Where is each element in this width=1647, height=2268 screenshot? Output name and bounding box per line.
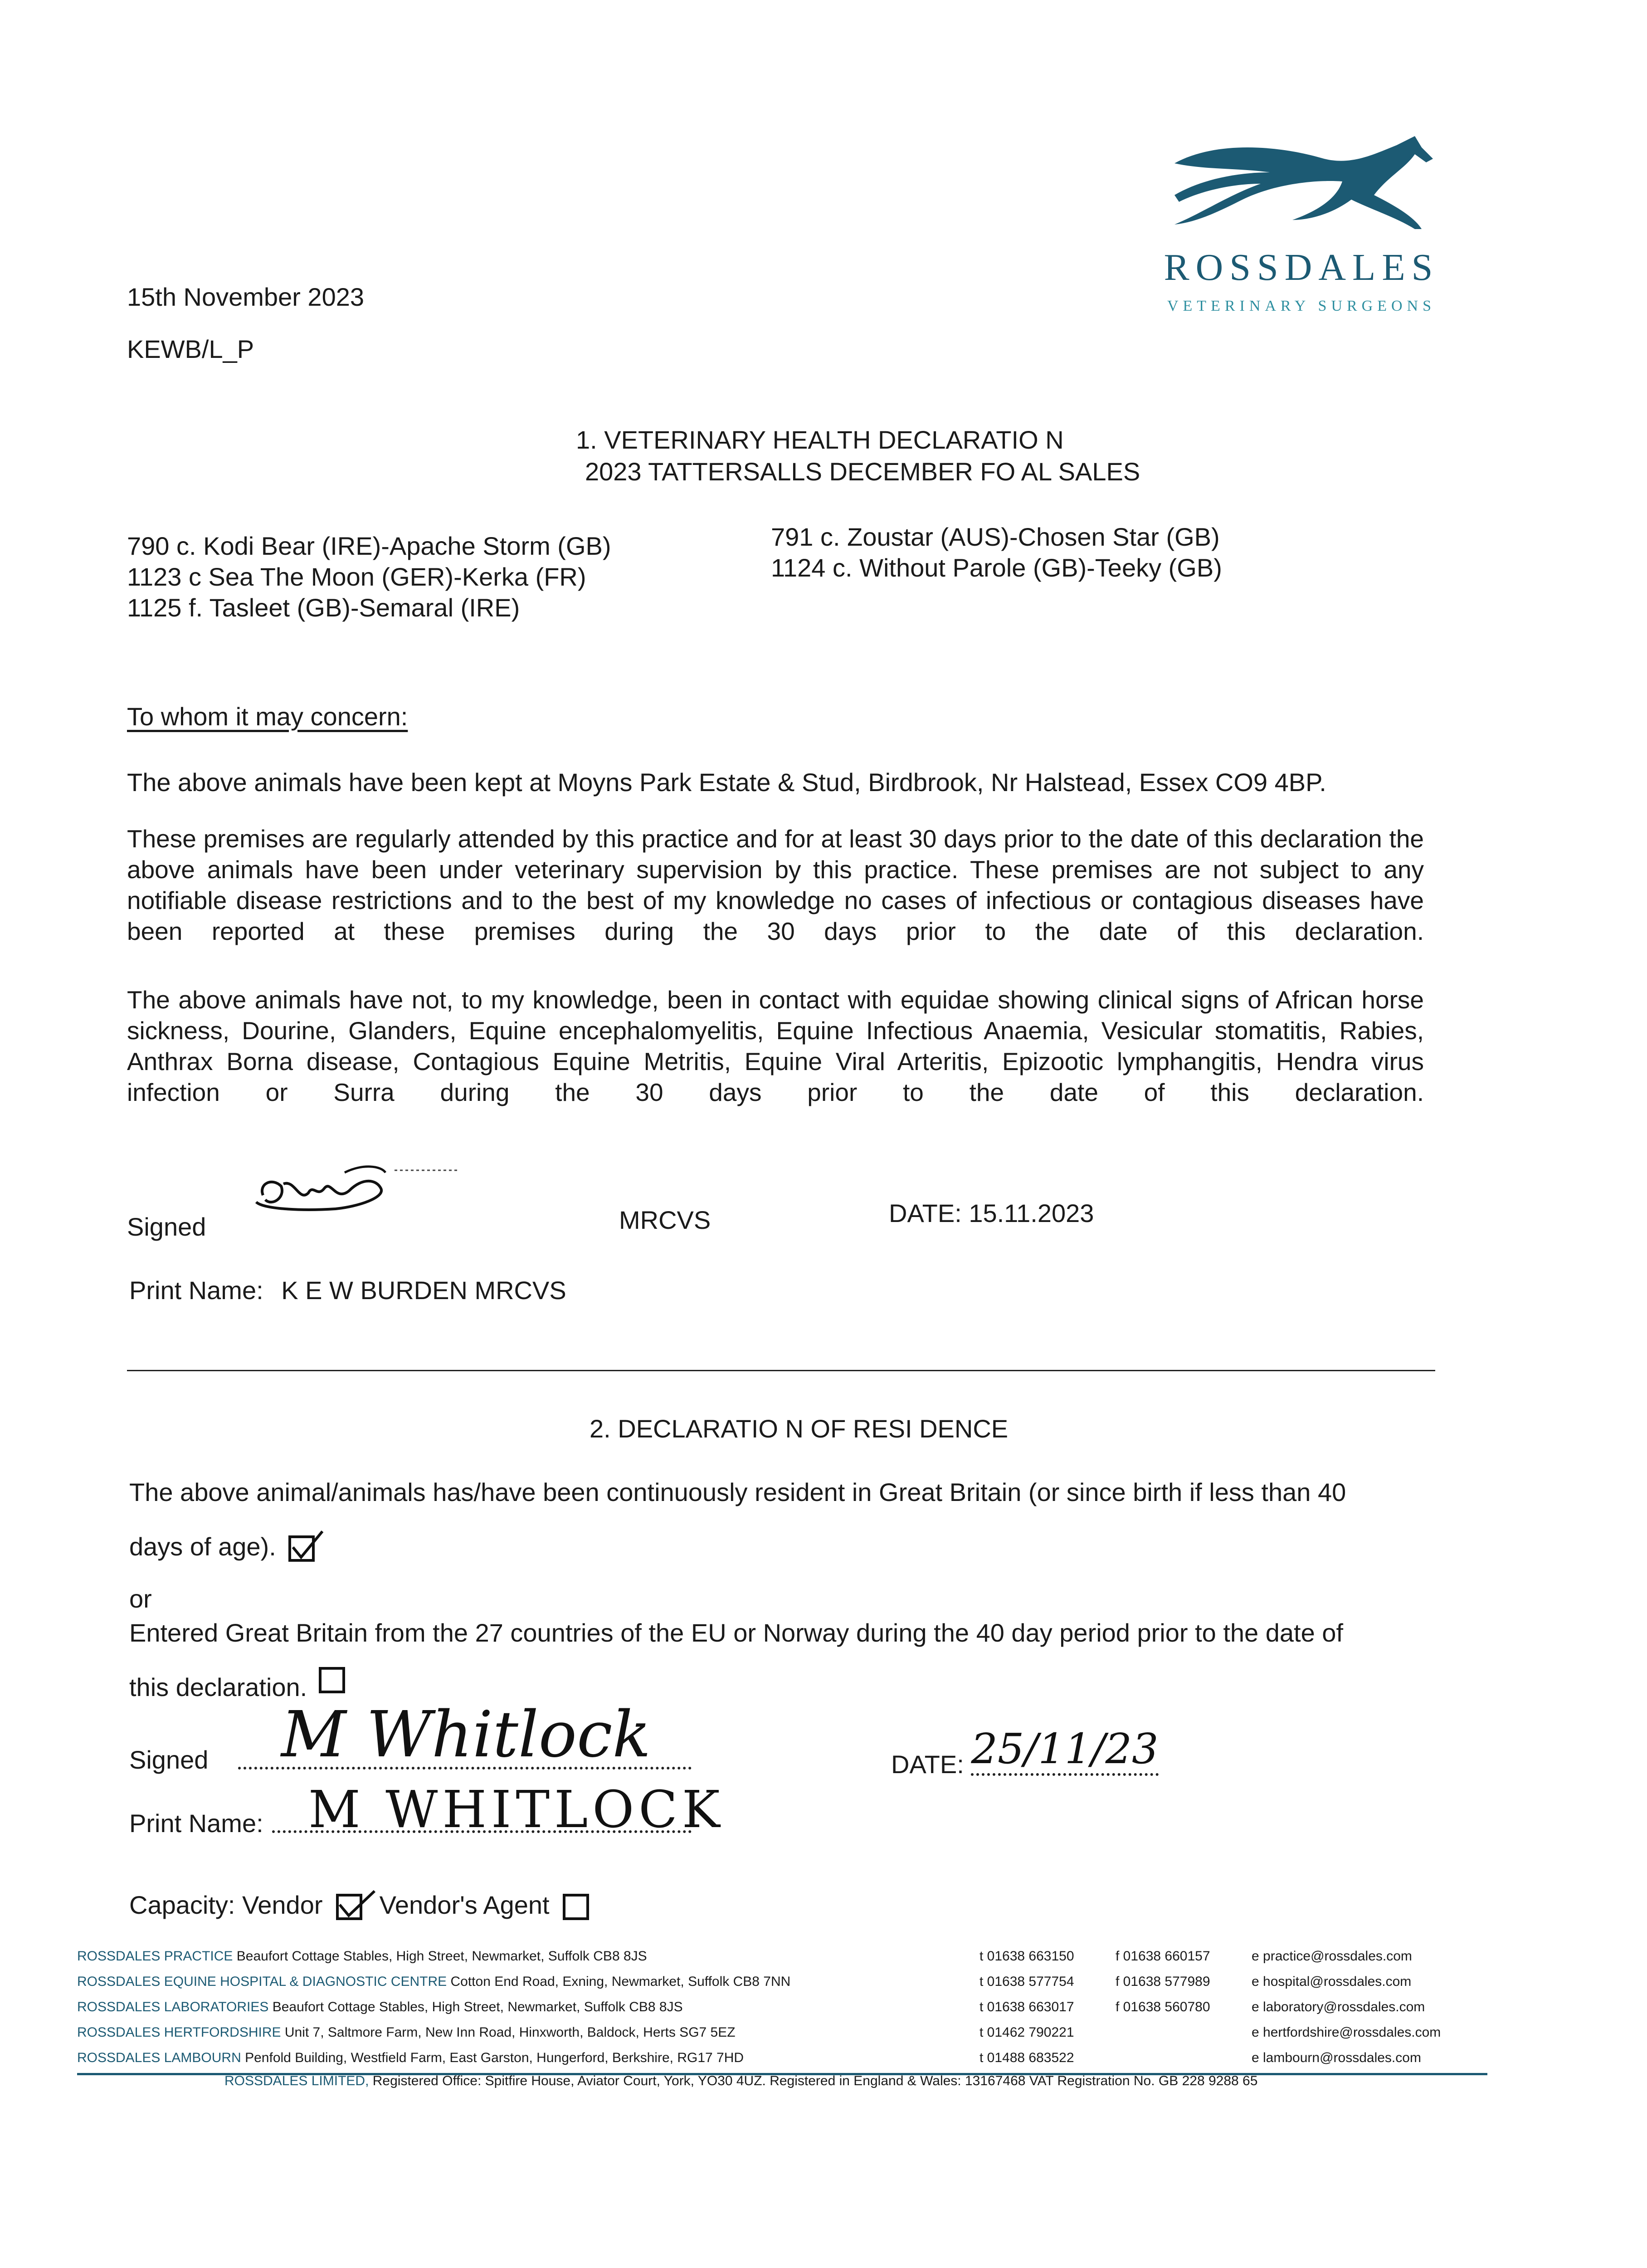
reference: KEWB/L_P bbox=[127, 335, 254, 363]
footer-row bbox=[77, 1994, 1483, 2020]
paragraph-supervision: These premises are regularly attended by this practice and for at least 30 days prior to the date of this declaration the above animals have been under veterinary supervision by this practice. These premises are not subject to any notifiable disease restrictions and to the best of my knowledge no cases of infectious or contagious diseases have been reported at these premises during the 30 days prior to the date of this declaration. bbox=[127, 825, 1424, 945]
residence-line-2 bbox=[129, 1531, 315, 1563]
registered-office bbox=[224, 2068, 1257, 2094]
office-email: e hertfordshire@rossdales.com bbox=[1252, 2025, 1441, 2040]
vendor-date bbox=[891, 1725, 1159, 1785]
residence-line-2-text: days of age). bbox=[129, 1532, 276, 1561]
lot-item: 1123 c Sea The Moon (GER)-Kerka (FR) bbox=[127, 562, 586, 591]
paragraph-diseases: The above animals have not, to my knowledge, been in contact with equidae showing clinical signs of African horse sickness, Dourine, Glanders, Equine encephalomyelitis, Equine Infectious Anaemia, Vesicular stomatitis, Rabies, Anthrax Borna disease, Contagious Equine Metritis, Equine Viral Arteritis, Epizootic lymphangitis, Hendra virus infection or Surra during the 30 days prior to the date of this declaration. bbox=[127, 986, 1424, 1106]
vendor-signature: M Whitlock bbox=[281, 1698, 651, 1772]
vendor-date-value: 25/11/23 bbox=[971, 1725, 1158, 1776]
vendor-print-name-label: Print Name: bbox=[129, 1809, 263, 1838]
mrcvs-label: MRCVS bbox=[619, 1206, 711, 1234]
office-name: ROSSDALES LABORATORIES bbox=[77, 1999, 269, 2014]
vendor-date-label: DATE: bbox=[891, 1750, 964, 1779]
print-name-label: Print Name: bbox=[129, 1276, 263, 1305]
footer-row bbox=[77, 2045, 1483, 2071]
office-email: e hospital@rossdales.com bbox=[1252, 1974, 1412, 1989]
office-fax: f 01638 577989 bbox=[1116, 1974, 1210, 1989]
footer-row bbox=[77, 1944, 1483, 1969]
entered-line-1: Entered Great Britain from the 27 countries of the EU or Norway during the 40 day period prior to the date of bbox=[129, 1618, 1344, 1647]
paragraph-premises: The above animals have been kept at Moyns Park Estate & Stud, Birdbrook, Nr Halstead, Essex CO9 4BP. bbox=[127, 768, 1326, 797]
horse-logo-icon bbox=[1161, 127, 1442, 236]
letter-date: 15th November 2023 bbox=[127, 283, 365, 311]
residence-line-1: The above animal/animals has/have been continuously resident in Great Britain (or since birth if less than 40 bbox=[129, 1478, 1346, 1506]
lot-item: 790 c. Kodi Bear (IRE)-Apache Storm (GB) bbox=[127, 532, 611, 560]
office-tel: t 01462 790221 bbox=[979, 2025, 1074, 2040]
check-mark-icon bbox=[336, 1887, 377, 1923]
office-fax: f 01638 560780 bbox=[1116, 1999, 1210, 2014]
company-name: ROSSDALES bbox=[1164, 246, 1439, 288]
vendor-signed-label: Signed bbox=[129, 1745, 209, 1774]
office-email: e laboratory@rossdales.com bbox=[1252, 1999, 1425, 2014]
office-name: ROSSDALES EQUINE HOSPITAL & DIAGNOSTIC CENTRE bbox=[77, 1974, 447, 1989]
footer-row bbox=[77, 2020, 1483, 2045]
lots-left bbox=[127, 531, 611, 623]
registered-details: Registered Office: Spitfire House, Aviator Court, York, YO30 4UZ. Registered in England & Wales: 13167468 VAT Registration No. GB 228 9288 65 bbox=[372, 2073, 1258, 2088]
section1-title: 1. VETERINARY HEALTH DECLARATIO N bbox=[576, 425, 1064, 454]
vendor-checkbox[interactable] bbox=[336, 1894, 362, 1920]
check-mark-icon bbox=[288, 1529, 325, 1565]
office-fax: f 01638 660157 bbox=[1116, 1949, 1210, 1964]
office-address: Unit 7, Saltmore Farm, New Inn Road, Hinxworth, Baldock, Herts SG7 5EZ bbox=[284, 2025, 736, 2040]
office-tel: t 01638 577754 bbox=[979, 1974, 1074, 1989]
or-label: or bbox=[129, 1584, 152, 1613]
company-tagline: VETERINARY SURGEONS bbox=[1167, 298, 1436, 314]
lots-right bbox=[771, 522, 1222, 583]
footer-row bbox=[77, 1969, 1483, 1994]
office-name: ROSSDALES PRACTICE bbox=[77, 1949, 233, 1964]
vet-date: DATE: 15.11.2023 bbox=[889, 1199, 1094, 1227]
lot-item: 1125 f. Tasleet (GB)-Semaral (IRE) bbox=[127, 593, 520, 622]
vendor-print-name: M WHITLOCK bbox=[308, 1780, 725, 1839]
footer-offices bbox=[77, 1944, 1483, 2071]
office-address: Cotton End Road, Exning, Newmarket, Suffolk CB8 7NN bbox=[450, 1974, 791, 1989]
salutation: To whom it may concern: bbox=[127, 702, 408, 731]
logo bbox=[1161, 127, 1442, 336]
entered-line-2-text: this declaration. bbox=[129, 1673, 307, 1701]
print-name-value: K E W BURDEN MRCVS bbox=[281, 1276, 566, 1305]
lot-item: 1124 c. Without Parole (GB)-Teeky (GB) bbox=[771, 553, 1222, 582]
section-divider bbox=[127, 1370, 1435, 1371]
vendors-agent-checkbox[interactable] bbox=[563, 1894, 589, 1920]
office-email: e practice@rossdales.com bbox=[1252, 1949, 1412, 1964]
entered-checkbox[interactable] bbox=[319, 1667, 345, 1693]
office-name: ROSSDALES HERTFORDSHIRE bbox=[77, 2025, 281, 2040]
capacity-label: Capacity: Vendor bbox=[129, 1891, 323, 1919]
office-address: Beaufort Cottage Stables, High Street, Newmarket, Suffolk CB8 8JS bbox=[236, 1949, 647, 1964]
section1-subtitle: 2023 TATTERSALLS DECEMBER FO AL SALES bbox=[585, 457, 1140, 486]
vet-signature bbox=[245, 1152, 463, 1229]
registered-company: ROSSDALES LIMITED, bbox=[224, 2073, 369, 2088]
vendors-agent-label: Vendor's Agent bbox=[379, 1891, 550, 1919]
office-tel: t 01638 663017 bbox=[979, 1999, 1074, 2014]
office-tel: t 01488 683522 bbox=[979, 2050, 1074, 2065]
section2-title: 2. DECLARATIO N OF RESI DENCE bbox=[590, 1414, 1009, 1443]
office-email: e lambourn@rossdales.com bbox=[1252, 2050, 1421, 2065]
vet-print-name bbox=[129, 1275, 566, 1306]
office-name: ROSSDALES LAMBOURN bbox=[77, 2050, 241, 2065]
resident-checkbox[interactable] bbox=[288, 1535, 315, 1562]
office-tel: t 01638 663150 bbox=[979, 1949, 1074, 1964]
lot-item: 791 c. Zoustar (AUS)-Chosen Star (GB) bbox=[771, 523, 1220, 551]
capacity-row bbox=[129, 1889, 589, 1921]
office-address: Beaufort Cottage Stables, High Street, Newmarket, Suffolk CB8 8JS bbox=[272, 1999, 683, 2014]
signed-label: Signed bbox=[127, 1212, 206, 1241]
office-address: Penfold Building, Westfield Farm, East Garston, Hungerford, Berkshire, RG17 7HD bbox=[245, 2050, 744, 2065]
